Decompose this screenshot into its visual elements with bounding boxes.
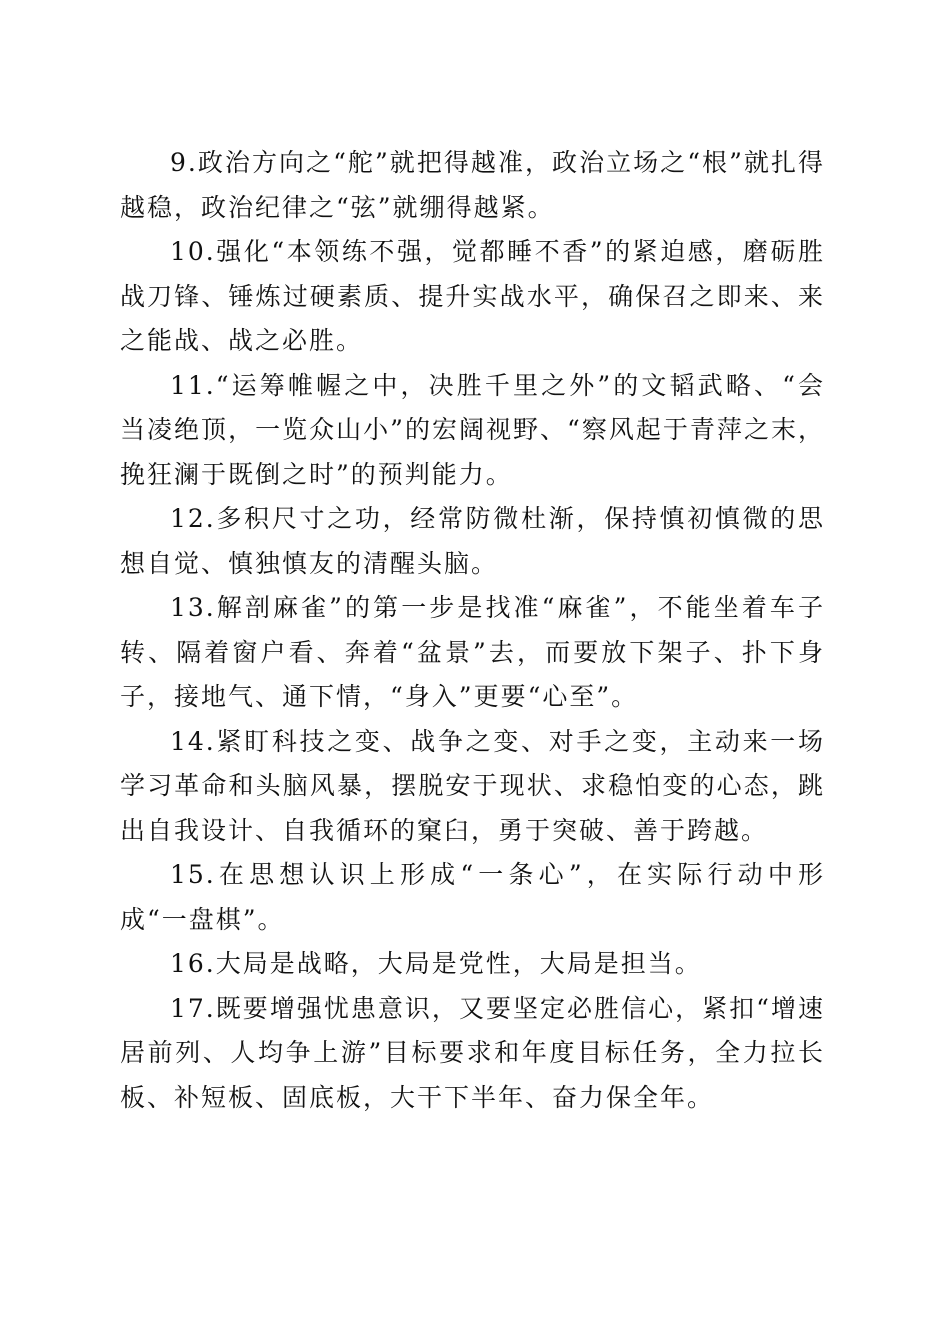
- paragraph-item-11: 11.“运筹帷幄之中，决胜千里之外”的文韬武略、“会当凌绝顶，一览众山小”的宏阔视野、“察风起于青萍之末，挽狂澜于既倒之时”的预判能力。: [120, 370, 825, 489]
- paragraph-item-10: 10.强化“本领练不强，觉都睡不香”的紧迫感，磨砺胜战刀锋、锤炼过硬素质、提升实战水平，确保召之即来、来之能战、战之必胜。: [120, 237, 825, 355]
- document-body: [120, 141, 825, 1120]
- paragraph-item-13: 13.解剖麻雀”的第一步是找准“麻雀”，不能坐着车子转、隔着窗户看、奔着“盆景”去，而要放下架子、扑下身子，接地气、通下情，“身入”更要“心至”。: [120, 593, 825, 711]
- paragraph-item-12: 12.多积尺寸之功，经常防微杜渐，保持慎初慎微的思想自觉、慎独慎友的清醒头脑。: [120, 504, 825, 578]
- paragraph-item-14: 14.紧盯科技之变、战争之变、对手之变，主动来一场学习革命和头脑风暴，摆脱安于现状、求稳怕变的心态，跳出自我设计、自我循环的窠臼，勇于突破、善于跨越。: [120, 726, 825, 845]
- paragraph-item-9: 9.政治方向之“舵”就把得越准，政治立场之“根”就扎得越稳，政治纪律之“弦”就绷得越紧。: [120, 148, 825, 222]
- paragraph-item-17: 17.既要增强忧患意识，又要坚定必胜信心，紧扣“增速居前列、人均争上游”目标要求和年度目标任务，全力拉长板、补短板、固底板，大干下半年、奋力保全年。: [120, 993, 825, 1112]
- paragraph-item-16: 16.大局是战略，大局是党性，大局是担当。: [170, 949, 702, 978]
- paragraph-item-15: 15.在思想认识上形成“一条心”，在实际行动中形成“一盘棋”。: [120, 860, 825, 934]
